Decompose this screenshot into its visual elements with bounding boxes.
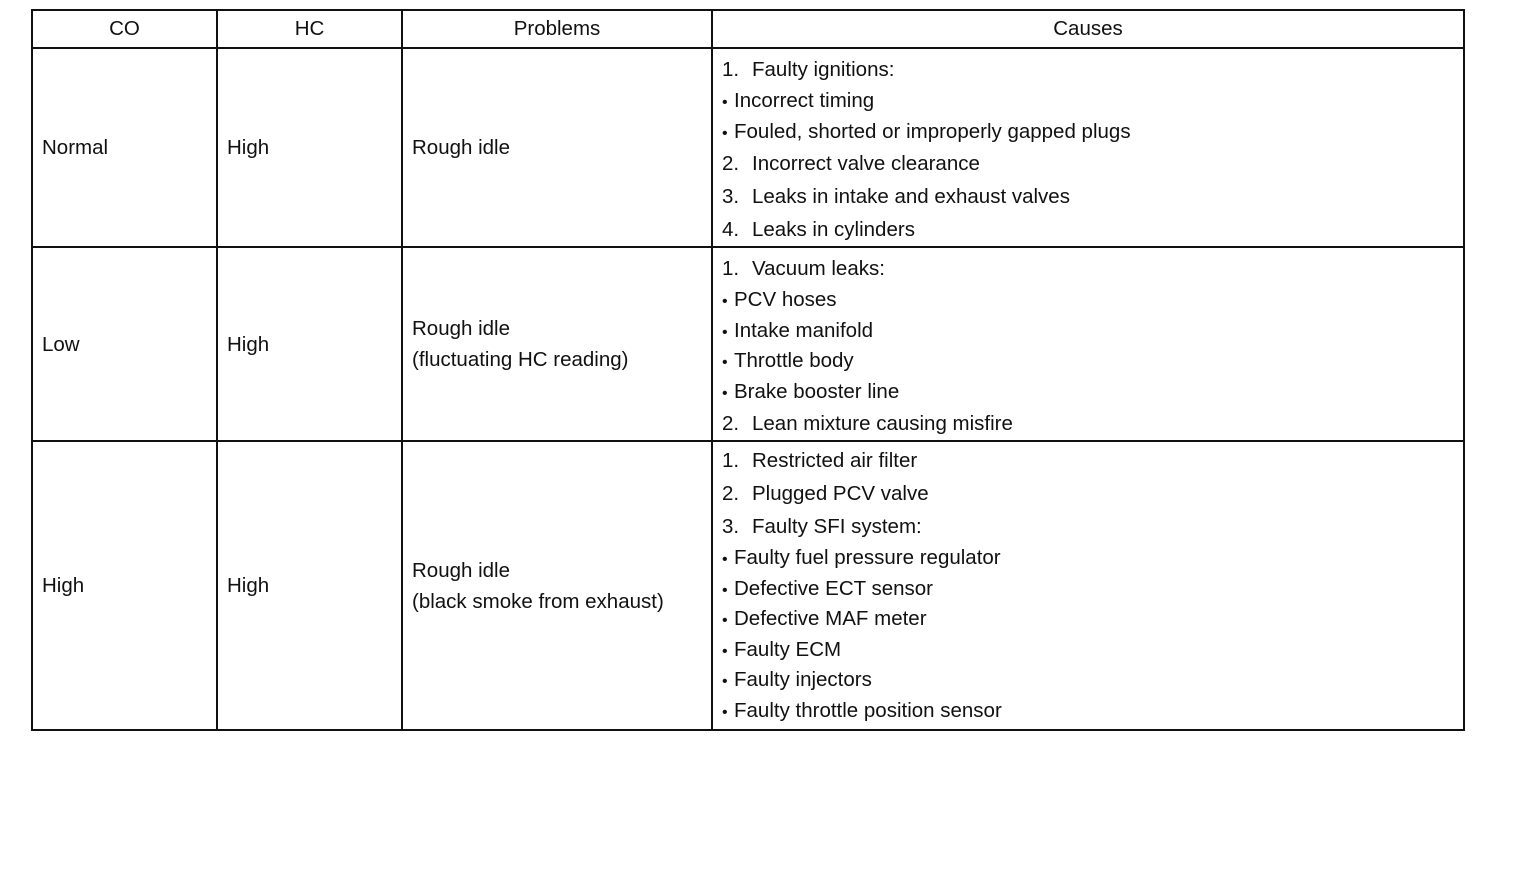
cause-number: 2. bbox=[722, 412, 740, 435]
problem-line: Rough idle bbox=[412, 136, 511, 159]
cause-bullet-item bbox=[722, 285, 1463, 316]
cause-bullet-item bbox=[722, 543, 1463, 574]
bullet-icon: • bbox=[722, 642, 728, 660]
cause-bullet-item bbox=[722, 377, 1463, 408]
co-cell: Normal bbox=[32, 48, 217, 247]
causes-cell bbox=[712, 48, 1464, 247]
cause-text: Defective MAF meter bbox=[734, 607, 927, 630]
table-row bbox=[32, 441, 1464, 730]
cause-text: Faulty SFI system: bbox=[752, 515, 922, 538]
cause-text: Faulty ignitions: bbox=[752, 58, 895, 81]
cause-number: 3. bbox=[722, 515, 740, 538]
bullet-icon: • bbox=[722, 703, 728, 721]
cause-numbered-item bbox=[722, 147, 1463, 180]
bullet-icon: • bbox=[722, 581, 728, 599]
cause-bullet-item bbox=[722, 346, 1463, 377]
bullet-icon: • bbox=[722, 673, 728, 690]
cause-list bbox=[722, 442, 1463, 726]
co-cell: High bbox=[32, 441, 217, 730]
bullet-icon: • bbox=[722, 612, 728, 629]
cause-text: Incorrect valve clearance bbox=[752, 152, 980, 175]
cause-number: 2. bbox=[722, 152, 740, 175]
co-cell: Low bbox=[32, 247, 217, 441]
cause-bullet-item bbox=[722, 665, 1463, 696]
cause-bullet-item bbox=[722, 635, 1463, 666]
cause-text: Fouled, shorted or improperly gapped plugs bbox=[734, 119, 1131, 143]
cause-text: Faulty fuel pressure regulator bbox=[734, 546, 1001, 569]
cause-text: Leaks in cylinders bbox=[752, 218, 915, 241]
problem-line: Rough idle bbox=[412, 558, 511, 582]
problem-line: (fluctuating HC reading) bbox=[412, 348, 629, 371]
cause-text: Faulty throttle position sensor bbox=[734, 698, 1002, 722]
problems-cell bbox=[402, 441, 712, 730]
hc-cell: High bbox=[217, 247, 402, 441]
hc-cell: High bbox=[217, 48, 402, 247]
bullet-icon: • bbox=[722, 323, 728, 341]
cause-text: Plugged PCV valve bbox=[752, 482, 929, 505]
cause-numbered-item bbox=[722, 477, 1463, 510]
problems-cell bbox=[402, 247, 712, 441]
cause-text: Defective ECT sensor bbox=[734, 576, 934, 600]
cause-text: Restricted air filter bbox=[752, 449, 918, 472]
table-row bbox=[32, 48, 1464, 247]
cause-text: Lean mixture causing misfire bbox=[752, 412, 1013, 435]
causes-cell bbox=[712, 441, 1464, 730]
problem-line: Rough idle bbox=[412, 317, 511, 340]
cause-number: 2. bbox=[722, 482, 740, 505]
cause-numbered-item bbox=[722, 510, 1463, 543]
cause-number: 1. bbox=[722, 58, 740, 81]
cause-text: Faulty injectors bbox=[734, 668, 872, 691]
header-co: CO bbox=[32, 10, 217, 48]
bullet-icon: • bbox=[722, 293, 728, 310]
cause-text: Vacuum leaks: bbox=[752, 257, 885, 280]
header-row bbox=[32, 10, 1464, 48]
cause-numbered-item bbox=[722, 213, 1463, 246]
cause-numbered-item bbox=[722, 252, 1463, 285]
causes-cell bbox=[712, 247, 1464, 441]
cause-numbered-item bbox=[722, 53, 1463, 86]
cause-bullet-item bbox=[722, 316, 1463, 347]
cause-number: 4. bbox=[722, 218, 740, 241]
bullet-icon: • bbox=[722, 124, 728, 142]
table-body bbox=[32, 48, 1464, 730]
cause-text: PCV hoses bbox=[734, 288, 837, 311]
table-row bbox=[32, 247, 1464, 441]
cause-numbered-item bbox=[722, 444, 1463, 477]
cause-list bbox=[722, 49, 1463, 246]
header-hc: HC bbox=[217, 10, 402, 48]
problems-cell bbox=[402, 48, 712, 247]
table-header bbox=[32, 10, 1464, 48]
cause-number: 3. bbox=[722, 185, 740, 208]
cause-text: Intake manifold bbox=[734, 318, 874, 342]
cause-text: Brake booster line bbox=[734, 379, 900, 403]
cause-text: Incorrect timing bbox=[734, 89, 875, 112]
hc-cell: High bbox=[217, 441, 402, 730]
cause-bullet-item bbox=[722, 117, 1463, 148]
cause-number: 1. bbox=[722, 449, 740, 472]
cause-bullet-item bbox=[722, 86, 1463, 117]
cause-bullet-item bbox=[722, 574, 1463, 605]
bullet-icon: • bbox=[722, 354, 728, 371]
cause-numbered-item bbox=[722, 407, 1463, 440]
problem-line: (black smoke from exhaust) bbox=[412, 589, 664, 613]
bullet-icon: • bbox=[722, 384, 728, 402]
cause-text: Throttle body bbox=[734, 349, 854, 372]
cause-bullet-item bbox=[722, 604, 1463, 635]
cause-text: Leaks in intake and exhaust valves bbox=[752, 185, 1070, 208]
cause-text: Faulty ECM bbox=[734, 637, 842, 661]
cause-number: 1. bbox=[722, 257, 740, 280]
bullet-icon: • bbox=[722, 551, 728, 568]
header-causes: Causes bbox=[712, 10, 1464, 48]
cause-bullet-item bbox=[722, 696, 1463, 727]
bullet-icon: • bbox=[722, 94, 728, 111]
diagnosis-table bbox=[31, 9, 1465, 731]
cause-numbered-item bbox=[722, 180, 1463, 213]
header-problems: Problems bbox=[402, 10, 712, 48]
cause-list bbox=[722, 248, 1463, 440]
